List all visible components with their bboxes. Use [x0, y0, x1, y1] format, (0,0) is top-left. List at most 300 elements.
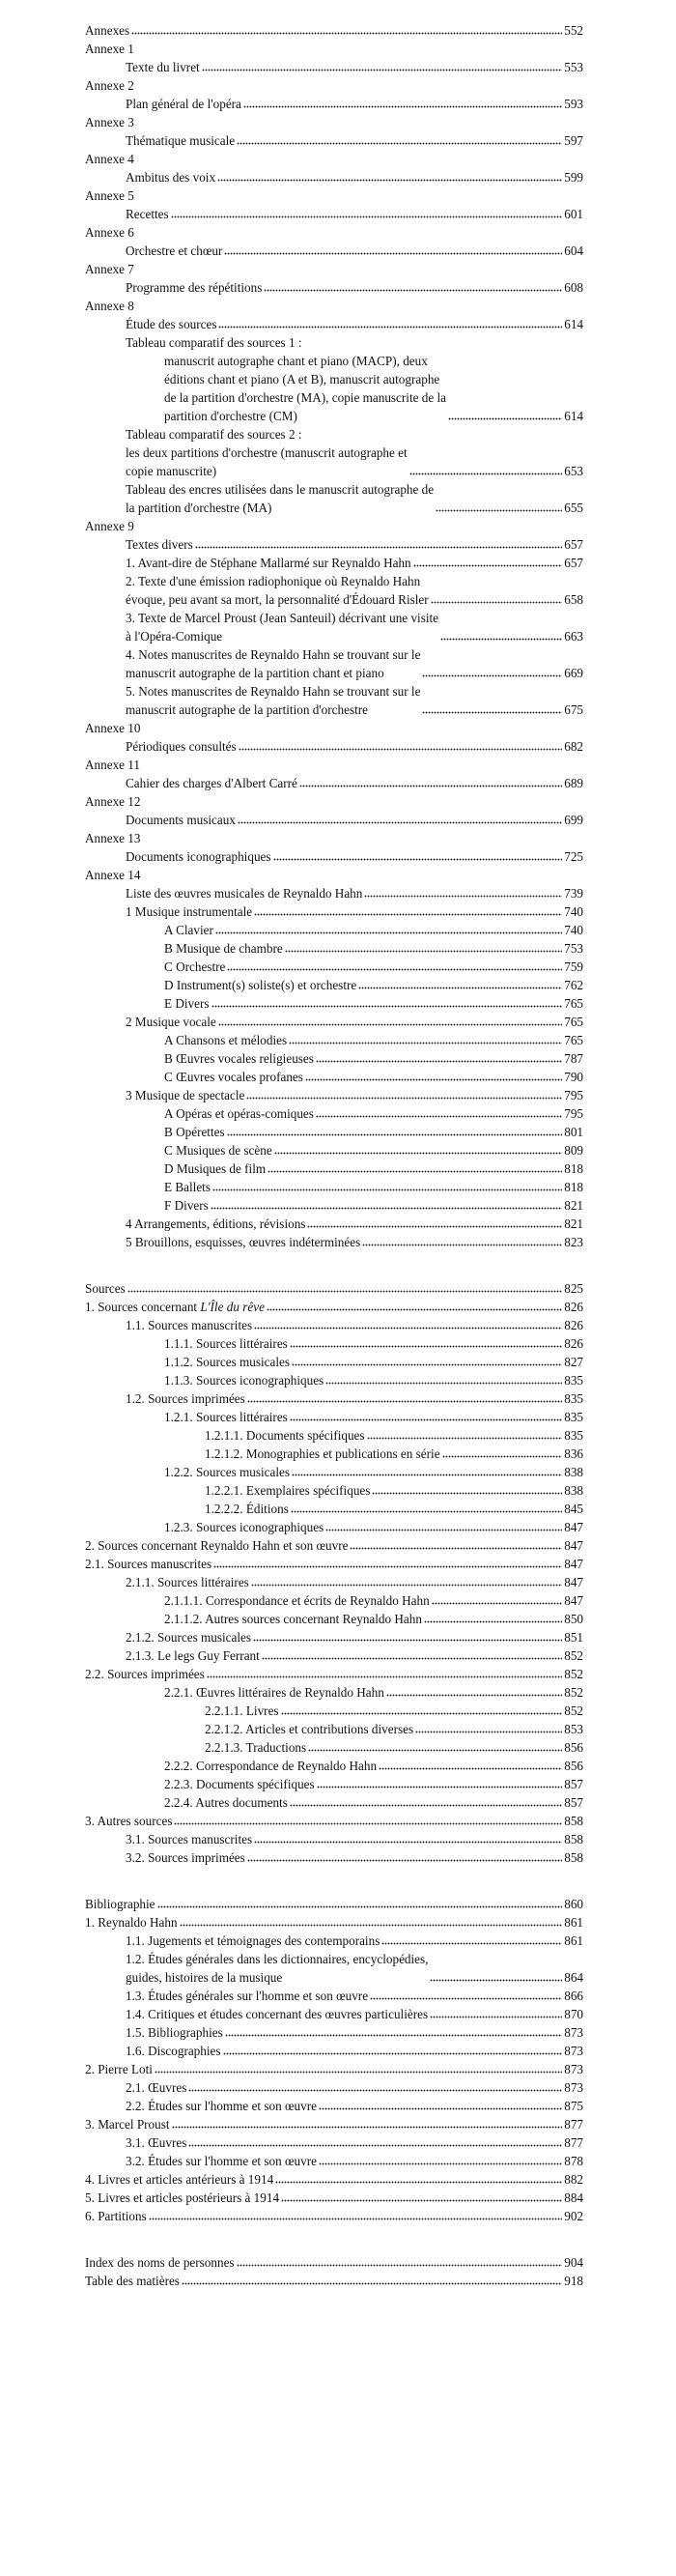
toc-entry-title: 2.1.2. Sources musicales	[126, 1630, 252, 1645]
toc-entry-title: Programme des répétitions	[126, 280, 263, 295]
toc-entry-page-number: 753	[564, 941, 583, 956]
toc-entry-page-number: 856	[564, 1740, 583, 1755]
toc-entry-title: 1.3. Études générales sur l'homme et son œuvre	[126, 1989, 369, 2003]
toc-entry-page-number: 875	[564, 2099, 583, 2113]
toc-entry-page-number: 818	[564, 1180, 583, 1194]
dot-leader	[253, 1630, 562, 1642]
toc-entry-title: 4. Notes manuscrites de Reynaldo Hahn se trouvant sur le manuscrit autographe de la partition chant et piano	[126, 647, 421, 680]
toc-entry-page-number: 858	[564, 1850, 583, 1865]
dot-leader	[275, 2172, 562, 2184]
dot-leader	[305, 1070, 562, 1081]
toc-entry-title: 2 Musique vocale	[126, 1015, 216, 1029]
toc-entry[interactable]	[85, 2253, 583, 2272]
toc-entry-page-number: 853	[564, 1722, 583, 1736]
toc-entry-page-number: 653	[564, 464, 583, 478]
toc-entry[interactable]	[164, 1463, 583, 1481]
toc-entry[interactable]	[164, 1159, 583, 1178]
toc-entry[interactable]	[126, 847, 583, 866]
toc-entry[interactable]	[164, 1178, 583, 1196]
dot-leader	[358, 978, 562, 989]
toc-entry-title: 2.2. Sources imprimées	[85, 1667, 205, 1681]
toc-entry-page-number: 809	[564, 1143, 583, 1158]
toc-entry-title: 2. Texte d'une émission radiophonique où Reynaldo Hahn évoque, peu avant sa mort, la personnalité d'Édouard Risler	[126, 574, 429, 607]
toc-entry[interactable]	[205, 1500, 583, 1518]
toc-entry-title: 1. Reynaldo Hahn	[85, 1915, 178, 1930]
toc-entry-title: Annexe 14	[85, 868, 141, 882]
toc-entry-title: Annexe 11	[85, 758, 141, 772]
toc-entry-page-number: 682	[564, 739, 583, 754]
toc-entry-page-number: 873	[564, 2044, 583, 2058]
toc-entry-title: C Musiques de scène	[164, 1143, 272, 1158]
toc-entry-title: 3.1. Sources manuscrites	[126, 1832, 253, 1846]
toc-entry-title: Ambitus des voix	[126, 170, 216, 185]
toc-entry-page-number: 884	[564, 2190, 583, 2205]
toc-entry[interactable]	[126, 645, 583, 682]
toc-entry-page-number: 657	[564, 537, 583, 552]
toc-entry-page-number: 689	[564, 776, 583, 790]
toc-entry-page-number: 655	[564, 501, 583, 515]
dot-leader	[350, 1538, 562, 1550]
toc-entry-page-number: 740	[564, 923, 583, 937]
dot-leader	[290, 1410, 562, 1421]
toc-entry[interactable]	[85, 186, 583, 205]
dot-leader	[281, 2190, 562, 2202]
toc-entry-title: B Opérettes	[164, 1125, 225, 1139]
dot-leader	[430, 2007, 562, 2018]
toc-entry[interactable]	[126, 168, 583, 186]
toc-entry[interactable]	[85, 2272, 583, 2290]
toc-entry-page-number: 838	[564, 1465, 583, 1479]
dot-leader	[180, 1915, 563, 1927]
toc-entry-page-number: 870	[564, 2007, 583, 2021]
dot-leader	[409, 464, 563, 475]
dot-leader	[171, 207, 563, 218]
toc-entry[interactable]	[126, 884, 583, 902]
dot-leader	[218, 317, 562, 329]
toc-entry[interactable]	[164, 1610, 583, 1628]
toc-entry[interactable]	[164, 1591, 583, 1610]
toc-entry[interactable]	[126, 737, 583, 756]
dot-leader	[224, 243, 562, 255]
toc-entry[interactable]	[126, 2005, 583, 2023]
toc-entry[interactable]	[164, 1683, 583, 1702]
toc-entry[interactable]	[126, 1233, 583, 1251]
toc-entry[interactable]	[126, 480, 583, 517]
dot-leader	[207, 1667, 562, 1678]
dot-leader	[217, 170, 562, 182]
toc-entry[interactable]	[85, 1536, 583, 1555]
toc-entry-page-number: 787	[564, 1051, 583, 1066]
toc-entry-page-number: 599	[564, 170, 583, 185]
toc-entry[interactable]	[164, 921, 583, 939]
toc-entry[interactable]	[85, 2189, 583, 2207]
dot-leader	[291, 1502, 562, 1513]
toc-entry-page-number: 882	[564, 2172, 583, 2187]
toc-entry-title: 4 Arrangements, éditions, révisions	[126, 1216, 306, 1231]
toc-entry-page-number: 795	[564, 1106, 583, 1121]
toc-entry[interactable]	[85, 866, 583, 884]
toc-entry[interactable]	[164, 1334, 583, 1353]
toc-entry-title: 3. Autres sources	[85, 1814, 173, 1828]
toc-entry-title: Table des matières	[85, 2274, 180, 2288]
toc-entry[interactable]	[164, 1757, 583, 1775]
toc-entry-title: 1.6. Discographies	[126, 2044, 221, 2058]
dot-leader	[319, 2154, 562, 2165]
toc-entry[interactable]	[126, 1628, 583, 1646]
toc-entry[interactable]	[85, 517, 583, 535]
toc-entry[interactable]	[126, 1573, 583, 1591]
dot-leader	[172, 2117, 563, 2129]
toc-entry-title: B Musique de chambre	[164, 941, 283, 956]
toc-entry-title: 2.1. Sources manuscrites	[85, 1557, 212, 1571]
toc-entry[interactable]	[164, 1141, 583, 1159]
toc-entry-page-number: 836	[564, 1446, 583, 1461]
toc-entry-title: Orchestre et chœur	[126, 243, 223, 258]
toc-entry-page-number: 675	[564, 702, 583, 717]
toc-entry-page-number: 818	[564, 1161, 583, 1176]
dot-leader	[431, 592, 563, 604]
toc-entry-title: Annexes	[85, 23, 130, 38]
toc-entry[interactable]	[85, 1298, 583, 1316]
toc-entry[interactable]	[126, 682, 583, 719]
toc-entry[interactable]	[126, 1646, 583, 1665]
toc-entry[interactable]	[164, 1068, 583, 1086]
dot-leader	[237, 2255, 563, 2267]
toc-entry-title: Annexe 1	[85, 42, 134, 56]
toc-entry-page-number: 860	[564, 1897, 583, 1911]
toc-entry-title: 5 Brouillons, esquisses, œuvres indéterminées	[126, 1235, 361, 1249]
toc-entry-page-number: 608	[564, 280, 583, 295]
toc-entry-title: Tableau des encres utilisées dans le manuscrit autographe de la partition d'orchestre (MA)	[126, 482, 435, 515]
toc-entry-page-number: 826	[564, 1336, 583, 1351]
dot-leader	[215, 923, 562, 934]
toc-entry-title: 3. Marcel Proust	[85, 2117, 170, 2132]
toc-entry[interactable]	[164, 1196, 583, 1215]
toc-entry-page-number: 878	[564, 2154, 583, 2168]
toc-entry-page-number: 852	[564, 1703, 583, 1718]
dot-leader	[174, 1814, 562, 1825]
toc-entry[interactable]	[85, 2207, 583, 2225]
dot-leader	[188, 2080, 562, 2092]
toc-entry[interactable]	[126, 333, 583, 352]
toc-entry-page-number: 856	[564, 1759, 583, 1773]
dot-leader	[131, 23, 562, 35]
dot-leader	[372, 1483, 562, 1495]
toc-entry-title: 2.1.3. Le legs Guy Ferrant	[126, 1648, 260, 1663]
toc-entry-page-number: 835	[564, 1373, 583, 1388]
toc-entry-page-number: 835	[564, 1410, 583, 1424]
toc-entry-page-number: 790	[564, 1070, 583, 1084]
toc-entry[interactable]	[126, 2042, 583, 2060]
toc-entry-title: 1.1. Sources manuscrites	[126, 1318, 253, 1332]
toc-entry-title: 1.2.1.2. Monographies et publications en série	[205, 1446, 440, 1461]
toc-entry[interactable]	[126, 572, 583, 609]
toc-entry-page-number: 873	[564, 2062, 583, 2076]
toc-entry[interactable]	[126, 2152, 583, 2170]
toc-entry-title: D Musiques de film	[164, 1161, 267, 1176]
toc-entry-title: 1.2.2.2. Éditions	[205, 1502, 289, 1516]
toc-entry-title: Plan général de l'opéra	[126, 97, 241, 111]
toc-entry[interactable]	[126, 425, 583, 444]
toc-entry[interactable]	[164, 1049, 583, 1068]
dot-leader	[274, 1143, 563, 1155]
toc-entry-page-number: 601	[564, 207, 583, 221]
dot-leader	[308, 1740, 562, 1752]
toc-entry[interactable]	[126, 535, 583, 554]
toc-entry[interactable]	[85, 76, 583, 95]
toc-entry[interactable]	[126, 902, 583, 921]
toc-entry-page-number: 847	[564, 1557, 583, 1571]
toc-entry-page-number: 739	[564, 886, 583, 901]
dot-leader	[281, 1703, 563, 1715]
toc-entry[interactable]	[164, 1775, 583, 1793]
toc-entry-title: Documents iconographiques	[126, 849, 271, 864]
dot-leader	[251, 1575, 562, 1587]
toc-entry[interactable]	[85, 2115, 583, 2133]
toc-entry[interactable]	[85, 21, 583, 40]
toc-entry-page-number: 857	[564, 1795, 583, 1810]
toc-entry-page-number: 825	[564, 1281, 583, 1296]
toc-entry[interactable]	[126, 131, 583, 150]
toc-entry[interactable]	[126, 1848, 583, 1867]
toc-entry[interactable]	[164, 1793, 583, 1812]
dot-leader	[424, 1612, 562, 1623]
toc-entry[interactable]	[164, 1371, 583, 1389]
dot-leader	[188, 2135, 562, 2147]
toc-entry[interactable]	[85, 1555, 583, 1573]
toc-entry-page-number: 740	[564, 904, 583, 919]
toc-entry[interactable]	[85, 113, 583, 131]
toc-entry[interactable]	[205, 1445, 583, 1463]
toc-entry-title: 2.2.3. Documents spécifiques	[164, 1777, 315, 1791]
toc-entry-title: les deux partitions d'orchestre (manuscrit autographe et copie manuscrite)	[126, 445, 408, 478]
dot-leader	[239, 739, 563, 751]
toc-entry-page-number: 801	[564, 1125, 583, 1139]
toc-entry[interactable]	[126, 2078, 583, 2097]
toc-entry-page-number: 552	[564, 23, 583, 38]
toc-entry[interactable]	[205, 1426, 583, 1445]
toc-entry-page-number: 861	[564, 1915, 583, 1930]
toc-entry-title: 5. Livres et articles postérieurs à 1914	[85, 2190, 280, 2205]
toc-entry-title: A Clavier	[164, 923, 213, 937]
toc-entry-title: Liste des œuvres musicales de Reynaldo Hahn	[126, 886, 363, 901]
toc-entry-page-number: 795	[564, 1088, 583, 1102]
toc-entry[interactable]	[126, 609, 583, 645]
toc-entry-page-number: 553	[564, 60, 583, 74]
toc-entry[interactable]	[164, 994, 583, 1013]
toc-entry[interactable]	[205, 1702, 583, 1720]
toc-entry-page-number: 852	[564, 1685, 583, 1700]
toc-entry-title: 1 Musique instrumentale	[126, 904, 253, 919]
toc-entry[interactable]	[164, 352, 583, 425]
dot-leader	[364, 886, 562, 898]
toc-entry-title: 2. Sources concernant Reynaldo Hahn et son œuvre	[85, 1538, 349, 1553]
dot-leader	[370, 1989, 562, 2000]
toc-entry[interactable]	[164, 1104, 583, 1123]
toc-entry[interactable]	[85, 1913, 583, 1932]
toc-entry[interactable]	[85, 1895, 583, 1913]
toc-entry[interactable]	[126, 811, 583, 829]
toc-entry[interactable]	[126, 2097, 583, 2115]
toc-entry-page-number: 759	[564, 959, 583, 974]
toc-entry[interactable]	[126, 1316, 583, 1334]
toc-entry[interactable]	[164, 1408, 583, 1426]
toc-entry-title: 1.4. Critiques et études concernant des œuvres particulières	[126, 2007, 429, 2021]
toc-entry[interactable]	[164, 1518, 583, 1536]
dot-leader	[211, 1198, 562, 1210]
toc-entry-page-number: 826	[564, 1300, 583, 1314]
toc-entry[interactable]	[126, 1830, 583, 1848]
toc-entry-title: 2. Pierre Loti	[85, 2062, 153, 2076]
dot-leader	[367, 1428, 563, 1440]
toc-entry[interactable]	[126, 2023, 583, 2042]
toc-entry-page-number: 826	[564, 1318, 583, 1332]
toc-entry-title: Annexe 2	[85, 78, 134, 93]
toc-entry-title: Périodiques consultés	[126, 739, 237, 754]
toc-entry[interactable]	[126, 1950, 583, 1987]
toc-entry-page-number: 614	[564, 409, 583, 423]
toc-entry[interactable]	[126, 774, 583, 792]
toc-entry[interactable]	[85, 756, 583, 774]
toc-entry[interactable]	[85, 223, 583, 242]
toc-entry[interactable]	[85, 40, 583, 58]
toc-entry-page-number: 873	[564, 2080, 583, 2095]
dot-leader	[254, 1318, 562, 1330]
dot-leader	[440, 629, 562, 641]
toc-entry[interactable]	[164, 958, 583, 976]
toc-entry[interactable]	[85, 1665, 583, 1683]
toc-entry-title: 2.1.1.1. Correspondance et écrits de Reynaldo Hahn	[164, 1593, 430, 1608]
toc-entry[interactable]	[126, 205, 583, 223]
dot-leader	[202, 60, 563, 72]
toc-entry[interactable]	[126, 1013, 583, 1031]
dot-leader	[223, 2044, 563, 2055]
toc-entry-title: Annexe 8	[85, 299, 134, 313]
toc-entry-title: 2.2.1.1. Livres	[205, 1703, 279, 1718]
toc-entry-title: 5. Notes manuscrites de Reynaldo Hahn se trouvant sur le manuscrit autographe de la partition d'orchestre	[126, 684, 421, 717]
dot-leader	[442, 1446, 563, 1458]
toc-entry[interactable]	[126, 1215, 583, 1233]
toc-entry-page-number: 765	[564, 996, 583, 1011]
toc-entry[interactable]	[164, 1353, 583, 1371]
toc-entry[interactable]	[85, 1279, 583, 1298]
toc-entry-page-number: 604	[564, 243, 583, 258]
dot-leader	[290, 1336, 562, 1348]
dot-leader	[386, 1685, 562, 1697]
toc-entry-title: Tableau comparatif des sources 2 :	[126, 427, 302, 442]
toc-entry-title: 3.2. Sources imprimées	[126, 1850, 245, 1865]
toc-entry[interactable]	[126, 1389, 583, 1408]
toc-entry-title: 2.2.1.3. Traductions	[205, 1740, 307, 1755]
toc-entry-title: 2.1.1. Sources littéraires	[126, 1575, 249, 1589]
toc-entry-title: 1.1.3. Sources iconographiques	[164, 1373, 324, 1388]
toc-entry[interactable]	[126, 554, 583, 572]
toc-entry-title: 2.2.1.2. Articles et contributions diverses	[205, 1722, 414, 1736]
toc-entry[interactable]	[85, 792, 583, 811]
toc-entry[interactable]	[126, 1932, 583, 1950]
toc-entry-title: 1.2.1. Sources littéraires	[164, 1410, 288, 1424]
toc-entry[interactable]	[126, 1987, 583, 2005]
toc-entry[interactable]	[126, 95, 583, 113]
dot-leader	[155, 2062, 562, 2074]
toc-entry-page-number: 699	[564, 813, 583, 827]
dot-leader	[264, 280, 562, 292]
toc-entry[interactable]	[85, 2060, 583, 2078]
toc-entry-page-number: 765	[564, 1015, 583, 1029]
toc-entry-title: C Œuvres vocales profanes	[164, 1070, 303, 1084]
toc-entry[interactable]	[85, 297, 583, 315]
dot-leader	[268, 1161, 562, 1173]
dot-leader	[227, 1125, 563, 1136]
dot-leader	[213, 1557, 562, 1568]
toc-entry-title: C Orchestre	[164, 959, 226, 974]
toc-entry-title: Annexe 7	[85, 262, 134, 276]
dot-leader	[422, 702, 562, 714]
toc-entry[interactable]	[205, 1481, 583, 1500]
toc-entry-title: Annexe 13	[85, 831, 141, 845]
toc-entry[interactable]	[85, 829, 583, 847]
toc-entry-title: Sources	[85, 1281, 126, 1296]
dot-leader	[227, 959, 562, 971]
toc-entry[interactable]	[126, 1086, 583, 1104]
toc-entry-title: Index des noms de personnes	[85, 2255, 235, 2270]
dot-leader	[262, 1648, 562, 1660]
toc-entry-title: 1.2.2.1. Exemplaires spécifiques	[205, 1483, 371, 1498]
toc-entry-page-number: 838	[564, 1483, 583, 1498]
toc-entry-title: 1. Sources concernant L'Île du rêve	[85, 1300, 265, 1314]
toc-entry-title: 1.1. Jugements et témoignages des contemporains	[126, 1933, 380, 1948]
dot-leader	[157, 1897, 563, 1908]
toc-entry-page-number: 904	[564, 2255, 583, 2270]
toc-entry-page-number: 669	[564, 666, 583, 680]
toc-entry-page-number: 762	[564, 978, 583, 992]
toc-entry[interactable]	[205, 1738, 583, 1757]
toc-entry-title: 2.2.4. Autres documents	[164, 1795, 288, 1810]
toc-entry-title: 3.1. Œuvres	[126, 2135, 187, 2150]
toc-entry-page-number: 657	[564, 556, 583, 570]
toc-entry[interactable]	[164, 939, 583, 958]
toc-entry-title: Étude des sources	[126, 317, 217, 331]
toc-entry[interactable]	[164, 1031, 583, 1049]
toc-entry-title: Annexe 9	[85, 519, 134, 533]
toc-entry[interactable]	[85, 1812, 583, 1830]
toc-entry[interactable]	[85, 260, 583, 278]
dot-leader	[316, 1106, 562, 1118]
toc-entry[interactable]	[126, 58, 583, 76]
dot-leader	[237, 133, 562, 145]
dot-leader	[448, 409, 562, 420]
toc-entry[interactable]	[85, 150, 583, 168]
dot-leader	[243, 97, 562, 108]
toc-entry[interactable]	[164, 976, 583, 994]
toc-entry-page-number: 864	[564, 1970, 583, 1985]
toc-entry-title: Annexe 3	[85, 115, 134, 129]
dot-leader	[317, 1777, 563, 1789]
toc-entry[interactable]	[164, 1123, 583, 1141]
toc-entry[interactable]	[126, 242, 583, 260]
toc-entry-page-number: 835	[564, 1428, 583, 1443]
toc-entry[interactable]	[85, 2170, 583, 2189]
toc-entry[interactable]	[126, 315, 583, 333]
toc-entry[interactable]	[126, 278, 583, 297]
toc-entry[interactable]	[205, 1720, 583, 1738]
toc-entry[interactable]	[126, 2133, 583, 2152]
toc-entry[interactable]	[126, 444, 583, 480]
toc-entry[interactable]	[85, 719, 583, 737]
toc-entry-page-number: 593	[564, 97, 583, 111]
toc-entry-title: A Chansons et mélodies	[164, 1033, 288, 1047]
toc-entry-title: 1.1.2. Sources musicales	[164, 1355, 291, 1369]
